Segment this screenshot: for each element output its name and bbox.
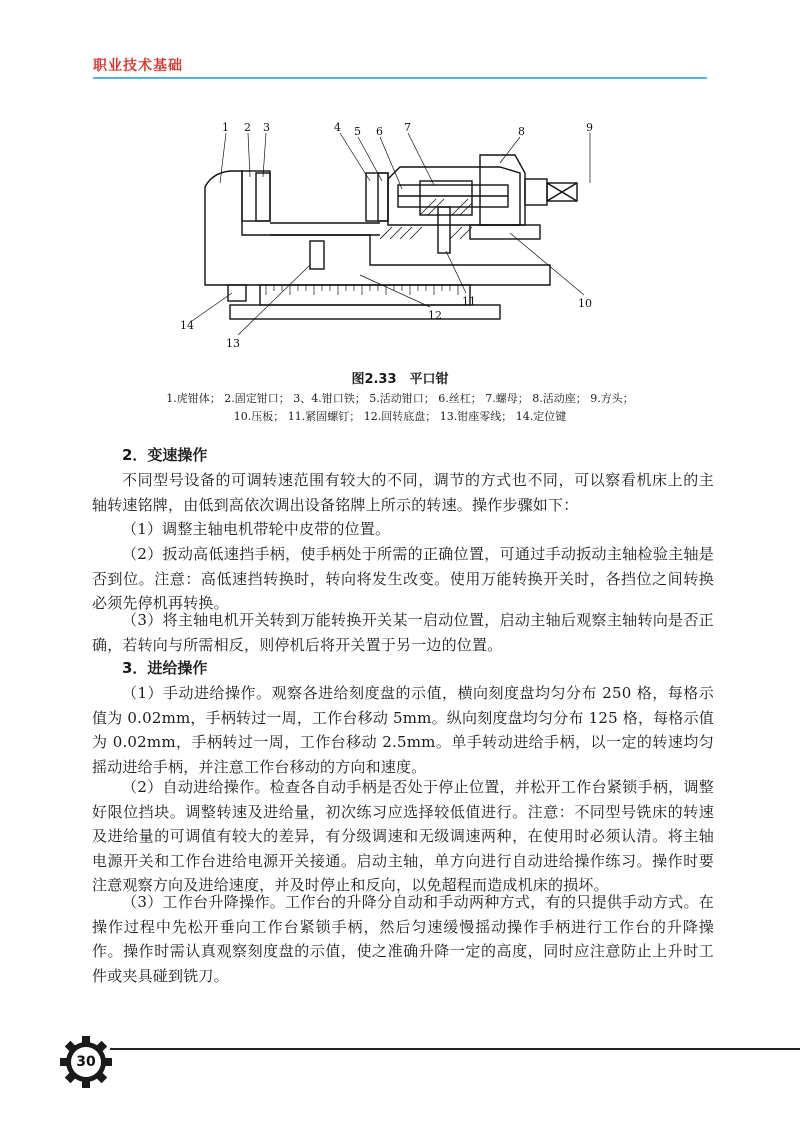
section-3-paragraph-1: （1）手动进给操作。观察各进给刻度盘的示值，横向刻度盘均匀分布 250 格，每格示值为 0.02mm，手柄转过一周，工作台移动 5mm。纵向刻度盘均匀分布 125 格，每格示值为 0.02mm，手柄转过一周，工作台移动 2.5mm。单手转动进给手柄，以一定的转速均匀摇动进给手柄，并注意工作台移动的方向和速度。 xyxy=(92,684,714,776)
callout-14: 14 xyxy=(180,319,194,332)
callout-9: 9 xyxy=(586,121,593,134)
section-2-heading: 2．变速操作 xyxy=(122,446,208,464)
figure-caption: 图2.33 平口钳 xyxy=(351,372,449,387)
callout-2: 2 xyxy=(244,121,251,134)
callout-12: 12 xyxy=(428,309,442,322)
callout-7: 7 xyxy=(404,121,411,134)
vise-drawing xyxy=(170,115,630,355)
callout-6: 6 xyxy=(376,125,383,138)
section-2-paragraph-4: （3）将主轴电机开关转到万能转换开关某一启动位置，启动主轴后观察主轴转向是否正确，若转向与所需相反，则停机后将开关置于另一边的位置。 xyxy=(92,611,714,654)
header-divider xyxy=(93,77,707,79)
section-2-paragraph-3: （2）扳动高低速挡手柄，使手柄处于所需的正确位置，可通过手动扳动主轴检验主轴是否到位。注意：高低速挡转换时，转向将发生改变。使用万能转换开关时，各挡位之间转换必须先停机再转换。 xyxy=(92,545,714,613)
running-header-title: 职业技术基础 xyxy=(93,58,183,74)
section-3-paragraph-2: （2）自动进给操作。检查各自动手柄是否处于停止位置，并松开工作台紧锁手柄，调整好限位挡块。调整转速及进给量，初次练习应选择较低值进行。注意：不同型号铣床的转速及进给量的可调值有较大的差异，有分级调速和无级调速两种，在使用时必须认清。将主轴电源开关和工作台进给电源开关接通。启动主轴，单方向进行自动进给操作练习。操作时要注意观察方向及进给速度，并及时停止和反向，以免超程而造成机床的损坏。 xyxy=(92,778,714,895)
vise-figure xyxy=(170,115,630,355)
section-2-paragraph-2: （1）调整主轴电机带轮中皮带的位置。 xyxy=(122,520,391,538)
section-3-paragraph-3: （3）工作台升降操作。工作台的升降分自动和手动两种方式，有的只提供手动方式。在操作过程中先松开垂向工作台紧锁手柄，然后匀速缓慢摇动操作手柄进行工作台的升降操作。操作时需认真观察刻度盘的示值，使之准确升降一定的高度，同时应注意防止上升时工件或夹具碰到铣刀。 xyxy=(92,893,714,985)
callout-10: 10 xyxy=(578,297,592,310)
callout-13: 13 xyxy=(226,337,240,350)
callout-3: 3 xyxy=(263,121,270,134)
page-number: 30 xyxy=(76,1054,96,1070)
callout-5: 5 xyxy=(354,125,361,138)
figure-legend-line-2: 10.压板； 11.紧固螺钉； 12.回转底盘； 13.钳座零线； 14.定位键 xyxy=(233,410,567,423)
callout-8: 8 xyxy=(518,125,525,138)
callout-1: 1 xyxy=(222,121,229,134)
callout-4: 4 xyxy=(334,121,341,134)
section-2-paragraph-1: 不同型号设备的可调转速范围有较大的不同，调节的方式也不同，可以察看机床上的主轴转速铭牌，由低到高依次调出设备铭牌上所示的转速。操作步骤如下： xyxy=(92,471,714,514)
callout-11: 11 xyxy=(462,295,476,308)
footer-divider xyxy=(110,1048,800,1050)
figure-legend-line-1: 1.虎钳体； 2.固定钳口； 3、4.钳口铁； 5.活动钳口； 6.丝杠； 7.螺母； 8.活动座； 9.方头； xyxy=(166,392,634,405)
section-3-heading: 3．进给操作 xyxy=(122,659,208,677)
